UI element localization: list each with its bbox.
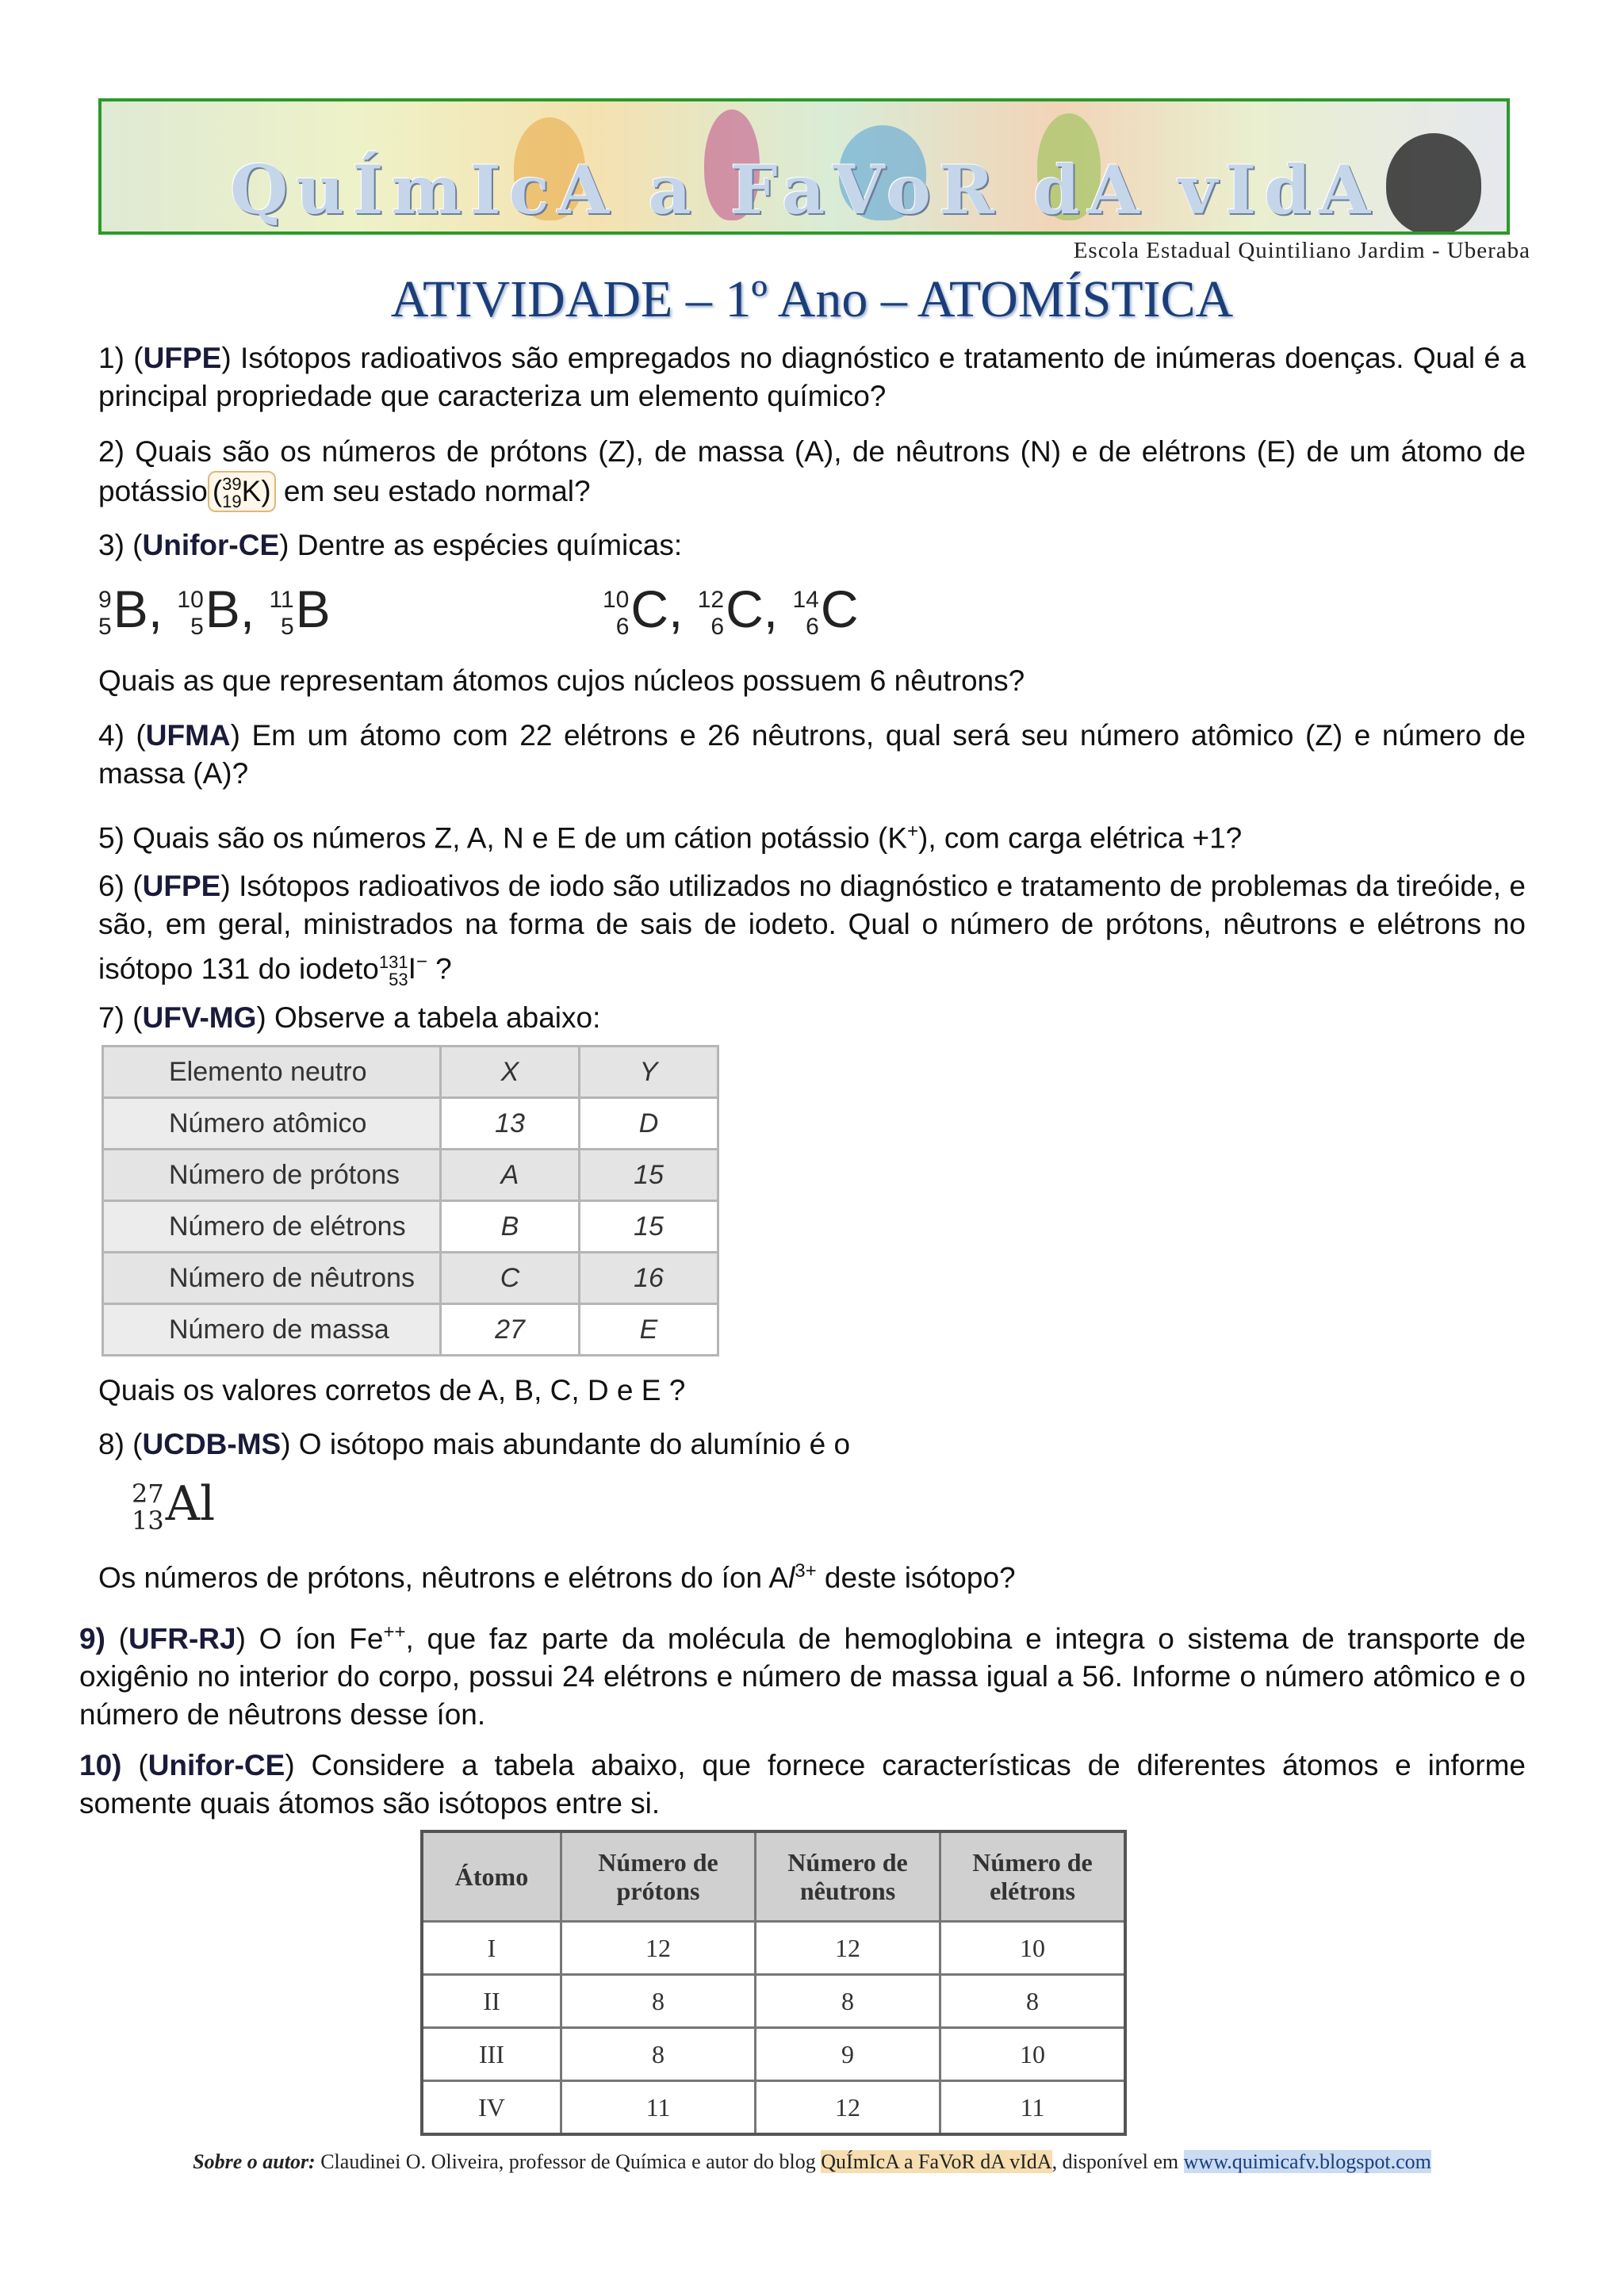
table-cell: 15 — [580, 1201, 718, 1253]
table-cell: 16 — [580, 1253, 718, 1304]
question-text: 2) Quais são os números de prótons (Z), de massa (A), de nêutrons (N) e de elétrons (E) de um átomo de potássio — [98, 435, 1526, 507]
question-4 — [98, 717, 1526, 793]
table-atoms — [420, 1830, 1127, 2136]
mass-number: 10 — [603, 586, 630, 613]
charge-superscript: + — [907, 821, 919, 842]
table-cell: D — [580, 1098, 718, 1150]
question-source: UFPE — [143, 342, 222, 374]
question-source: UFMA — [145, 719, 231, 752]
atomic-number: 6 — [615, 613, 630, 640]
question-text: deste isótopo? — [816, 1561, 1016, 1594]
table-cell: 15 — [580, 1150, 718, 1201]
question-text: ) Em um átomo com 22 elétrons e 26 nêutrons, qual será seu número atômico (Z) e número de massa (A)? — [98, 719, 1526, 790]
page-title: ATIVIDADE – 1º Ano – ATOMÍSTICA — [390, 270, 1234, 328]
atomic-number: 5 — [190, 613, 204, 640]
element-symbol: C, — [630, 580, 684, 638]
question-6 — [98, 867, 1526, 989]
table-cell: 27 — [441, 1304, 580, 1356]
question-source: Unifor-CE — [142, 529, 280, 561]
table-cell: 8 — [756, 1975, 940, 2028]
table-header-cell: Número de prótons — [561, 1831, 756, 1922]
table-cell: II — [422, 1975, 561, 2028]
atomic-number: 19 — [222, 492, 242, 512]
table-cell: Número atômico — [103, 1098, 441, 1150]
question-2 — [98, 433, 1526, 512]
isotope — [177, 580, 255, 638]
charge-superscript: ++ — [383, 1621, 406, 1643]
question-8 — [98, 1425, 1526, 1464]
table-header-cell: Número de elétrons — [940, 1831, 1126, 1922]
table-cell: 11 — [940, 2081, 1126, 2135]
table-cell: E — [580, 1304, 718, 1356]
table-cell: C — [441, 1253, 580, 1304]
question-9: 9) (UFR-RJ) O íon Fe++, que faz parte da molécula de hemoglobina e integra o sistema de transporte de oxigênio no interior do corpo, possui 24 elétrons e número de massa igual a 56. Informe o número atômico e o número de nêutrons desse íon. — [79, 1621, 1526, 1732]
question-text: ), com carga elétrica +1? — [918, 821, 1243, 855]
question-text: , que faz parte da molécula de hemoglobina e integra o sistema de transporte de oxigênio no interior do corpo, possui 24 elétrons e número de massa igual a 56. Informe o número atômico e o número de nêutrons desse íon. — [79, 1622, 1526, 1732]
question-source: Unifor-CE — [147, 1749, 285, 1781]
question-number: 3) ( — [98, 529, 143, 561]
atomic-number: 6 — [710, 613, 725, 640]
table-cell: 12 — [561, 1922, 756, 1975]
table-cell: 13 — [441, 1098, 580, 1150]
table-header-cell: Átomo — [422, 1831, 561, 1922]
footer-label: Sobre o autor: — [193, 2150, 316, 2173]
table-cell: IV — [422, 2081, 561, 2135]
table-cell: 8 — [561, 1975, 756, 2028]
table-cell: Número de prótons — [103, 1150, 441, 1201]
question-number: 8) ( — [98, 1428, 143, 1460]
school-name: Escola Estadual Quintiliano Jardim - Uberaba — [1073, 238, 1530, 263]
table-cell: Número de nêutrons — [103, 1253, 441, 1304]
mass-number: 11 — [269, 586, 294, 613]
question-10: 10) (Unifor-CE) Considere a tabela abaixo, que fornece características de diferentes átomos e informe somente quais átomos são isótopos entre si. — [79, 1749, 1526, 1820]
question-text: em seu estado normal? — [275, 475, 591, 507]
table-cell: X — [441, 1047, 580, 1098]
table-cell: 8 — [561, 2028, 756, 2081]
question-source: UFR-RJ — [128, 1622, 236, 1655]
isotope — [698, 580, 778, 638]
question-text: ) O isótopo mais abundante do alumínio é o — [281, 1428, 851, 1460]
element-symbol: Al — [165, 1476, 216, 1532]
table-row — [103, 1201, 718, 1253]
table-row — [103, 1098, 718, 1150]
table-row — [422, 1922, 1125, 1975]
question-7 — [98, 999, 1526, 1037]
element-symbol: C, — [726, 580, 779, 638]
table-cell: Número de massa — [103, 1304, 441, 1356]
question-text: ) O íon Fe — [236, 1622, 384, 1655]
table-cell: 11 — [561, 2081, 756, 2135]
atomic-number: 6 — [806, 613, 819, 640]
element-symbol: C — [820, 580, 859, 638]
question-source: UCDB-MS — [142, 1428, 282, 1460]
mass-number: 10 — [177, 586, 204, 613]
question-8-prompt — [98, 1552, 1526, 1597]
table-row — [103, 1304, 718, 1356]
question-text: ) Dentre as espécies químicas: — [279, 529, 683, 561]
question-3 — [98, 526, 1526, 564]
question-text: Os números de prótons, nêutrons e elétrons do íon A — [98, 1561, 789, 1594]
mass-number: 27 — [132, 1479, 164, 1510]
element-symbol: B, — [113, 580, 163, 638]
isotope — [603, 580, 683, 638]
mass-number: 12 — [697, 586, 725, 613]
table-cell: 8 — [940, 1975, 1126, 2028]
question-3-prompt: Quais as que representam átomos cujos núcleos possuem 6 nêutrons? — [98, 664, 1025, 697]
banner-title: QuÍmIcA a FaVoR dA vIdA — [229, 151, 1379, 229]
table-row — [103, 1150, 718, 1201]
isotope — [269, 580, 330, 638]
table-cell: 12 — [756, 2081, 940, 2135]
question-number: 6) ( — [98, 870, 143, 902]
mass-number: 9 — [98, 586, 112, 613]
mass-number: 131 — [378, 951, 408, 972]
question-text: ) Isótopos radioativos são empregados no diagnóstico e tratamento de inúmeras doenças. Qual é a principal propriedade que caracteriza um elemento químico? — [98, 342, 1526, 412]
table-row — [422, 2081, 1125, 2135]
question-number: 1) ( — [98, 342, 144, 374]
table-cell: 9 — [756, 2028, 940, 2081]
boron-isotopes — [98, 579, 331, 641]
table-element-data — [102, 1045, 719, 1357]
question-number: 10) — [79, 1749, 122, 1781]
atomic-number: 5 — [98, 613, 112, 640]
question-text: ) Isótopos radioativos de iodo são utilizados no diagnóstico e tratamento de problemas da tireóide, e são, em geral, ministrados na forma de sais de iodeto. Qual o número de prótons, nêutrons e elétrons no isótopo 131 do iodeto — [98, 870, 1526, 985]
question-7-prompt: Quais os valores corretos de A, B, C, D e E ? — [98, 1374, 686, 1406]
table-cell: III — [422, 2028, 561, 2081]
table-row — [422, 2028, 1125, 2081]
mass-number: 39 — [222, 474, 242, 495]
charge-superscript: 3+ — [795, 1560, 817, 1582]
question-text: ? — [427, 952, 452, 985]
question-source: UFV-MG — [142, 1001, 257, 1034]
atomic-number: 53 — [389, 969, 408, 989]
atomic-number: 13 — [132, 1506, 164, 1536]
isotope — [98, 580, 163, 638]
footer-author — [0, 2150, 1624, 2174]
question-number: 7) ( — [98, 1001, 143, 1034]
aluminium-nuclide — [132, 1476, 215, 1534]
question-1 — [98, 339, 1526, 415]
table-row — [422, 1975, 1125, 2028]
question-text: 5) Quais são os números Z, A, N e E de um cátion potássio (K — [98, 821, 908, 855]
table-cell: Elemento neutro — [103, 1047, 441, 1098]
potassium-nuclide: ( 39 19 K) — [208, 471, 276, 512]
element-symbol: B, — [205, 580, 255, 638]
table-cell: 12 — [756, 1922, 940, 1975]
footer-text: , disponível em — [1051, 2150, 1184, 2173]
question-text: ) Observe a tabela abaixo: — [256, 1001, 601, 1034]
table-header-cell: Número de nêutrons — [756, 1831, 940, 1922]
question-number: 9) — [79, 1622, 105, 1655]
question-text: ) Considere a tabela abaixo, que fornece características de diferentes átomos e informe somente quais átomos são isótopos entre si. — [79, 1749, 1526, 1820]
blog-name: QuÍmIcA a FaVoR dA vIdA — [821, 2150, 1052, 2173]
element-symbol: B — [295, 580, 331, 638]
isotope — [792, 580, 858, 638]
table-header-row — [422, 1831, 1125, 1922]
charge-superscript: − — [416, 951, 427, 973]
header-banner — [98, 98, 1510, 235]
table-row — [103, 1047, 718, 1098]
element-symbol: I — [408, 952, 416, 985]
table-cell: I — [422, 1922, 561, 1975]
atomic-number: 5 — [280, 613, 294, 640]
question-source: UFPE — [142, 870, 221, 902]
iodide-nuclide — [378, 951, 427, 989]
table-cell: Número de elétrons — [103, 1201, 441, 1253]
blog-link[interactable]: www.quimicafv.blogspot.com — [1183, 2150, 1431, 2173]
footer-text: Claudinei O. Oliveira, professor de Química e autor do blog — [315, 2150, 822, 2173]
element-symbol: K — [241, 475, 262, 507]
table-row — [103, 1253, 718, 1304]
question-5 — [98, 813, 1526, 857]
table-cell: A — [441, 1150, 580, 1201]
table-cell: B — [441, 1201, 580, 1253]
carbon-isotopes — [603, 579, 858, 641]
table-cell: 10 — [940, 2028, 1126, 2081]
table-cell: Y — [580, 1047, 718, 1098]
question-text: l — [788, 1561, 795, 1594]
question-number: 4) ( — [98, 719, 146, 752]
mass-number: 14 — [792, 586, 819, 613]
table-cell: 10 — [940, 1922, 1126, 1975]
